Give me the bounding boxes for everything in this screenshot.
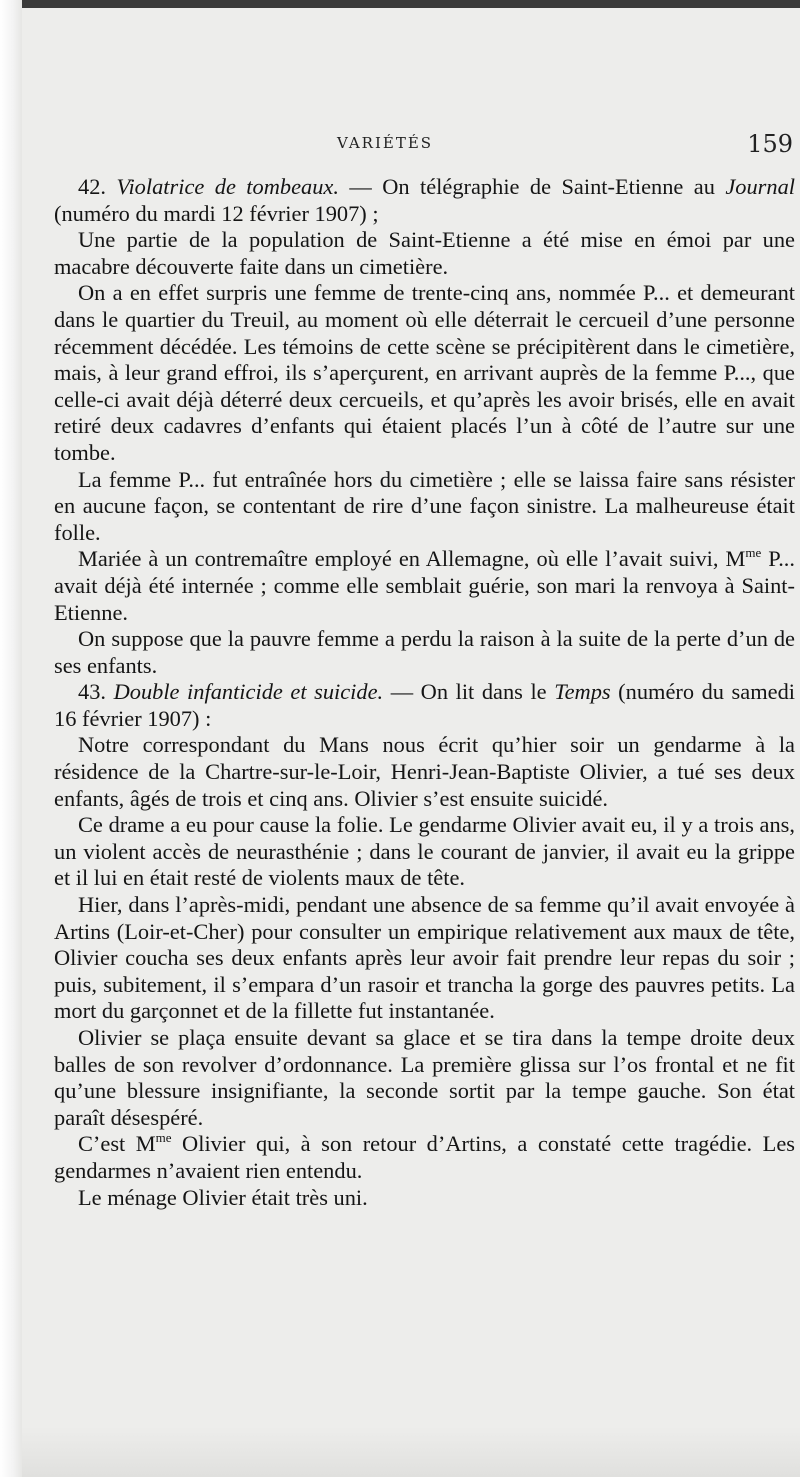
paragraph: La femme P... fut entraînée hors du cimetière ; elle se laissa faire sans résister en aucune façon, se contentant de rire d’une façon sinistre. La malheureuse était folle. <box>54 466 795 545</box>
entry-heading-43 <box>54 679 795 732</box>
paragraph: Notre correspondant du Mans nous écrit qu’hier soir un gendarme à la résidence de la Chartre-sur-le-Loir, Henri-Jean-Baptiste Olivier, a tué ses deux enfants, âgés de trois et cinq ans. Olivier s’est ensuite suicidé. <box>54 732 795 811</box>
entry-source-detail: (numéro du mardi 12 février 1907) ; <box>54 200 379 226</box>
entry-intro: — On télégraphie de Saint-Etienne au <box>338 174 726 199</box>
scan-top-border <box>22 0 800 8</box>
paragraph: Le ménage Olivier était très uni. <box>78 1184 368 1210</box>
entry-source: Journal <box>725 174 795 199</box>
paragraph: Mariée à un contremaître employé en Allemagne, où elle l’avait suivi, $M^{me}$ P... avait déjà été internée ; comme elle semblait guérie, son mari la renvoya à Saint-Etienne. <box>54 545 795 625</box>
paragraph: Olivier se plaça ensuite devant sa glace et se tira dans la tempe droite deux balles de son revolver d’ordonnance. La première glissa sur l’os frontal et ne fit qu’une blessure insignifiante, la seconde sortit par la tempe gauche. Son état paraît désespéré. <box>54 1025 795 1130</box>
entry-source: Temps <box>554 679 611 705</box>
page-left-margin <box>0 0 22 1477</box>
entry-number: 42. <box>78 174 106 199</box>
entry-heading-42 <box>54 174 795 227</box>
entry-title: Violatrice de tombeaux. <box>116 174 339 199</box>
paragraph: C’est $M^{me}$ Olivier qui, à son retour d’Artins, a constaté cette tragédie. Les gendarmes n’avaient rien entendu. <box>54 1130 795 1183</box>
page-header <box>55 130 795 170</box>
entry-number: 43. <box>78 679 106 705</box>
paragraph: On suppose que la pauvre femme a perdu la raison à la suite de la perte d’un de ses enfants. <box>54 626 795 678</box>
paragraph: Ce drame a eu pour cause la folie. Le gendarme Olivier avait eu, il y a trois ans, un violent accès de neurasthénie ; dans le courant de janvier, il avait eu la grippe et il lui en était resté de violents maux de tête. <box>54 812 795 891</box>
entry-intro: — On lit dans le <box>383 679 555 705</box>
entry-source-detail: (numéro du samedi 16 février 1907) : <box>54 679 795 731</box>
page-number: 159 <box>747 130 793 158</box>
page-body <box>54 174 795 1211</box>
running-title: VARIÉTÉS <box>337 134 434 152</box>
page-bottom-shadow <box>22 1427 800 1477</box>
paragraph: Hier, dans l’après-midi, pendant une absence de sa femme qu’il avait envoyée à Artins (Loir-et-Cher) pour consulter un empirique relativement aux maux de tête, Olivier coucha ses deux enfants après leur avoir fait prendre leur repas du soir ; puis, subitement, il s’empara d’un rasoir et trancha la gorge des pauvres petits. La mort du garçonnet et de la fillette fut instantanée. <box>54 892 795 1024</box>
paragraph: Une partie de la population de Saint-Etienne a été mise en émoi par une macabre découverte faite dans un cimetière. <box>54 227 795 279</box>
paragraph: On a en effet surpris une femme de trente-cinq ans, nommée P... et demeurant dans le quartier du Treuil, au moment où elle déterrait le cercueil d’une personne récemment décédée. Les témoins de cette scène se précipitèrent dans le cimetière, mais, à leur grand effroi, ils s’aperçurent, en arrivant auprès de la femme P..., que celle-ci avait déjà déterré deux cercueils, et qu’après les avoir brisés, elle en avait retiré deux cadavres d’enfants qui étaient placés l’un à côté de l’autre sur une tombe. <box>54 280 795 465</box>
entry-title: Double infanticide et suicide. <box>113 679 384 705</box>
